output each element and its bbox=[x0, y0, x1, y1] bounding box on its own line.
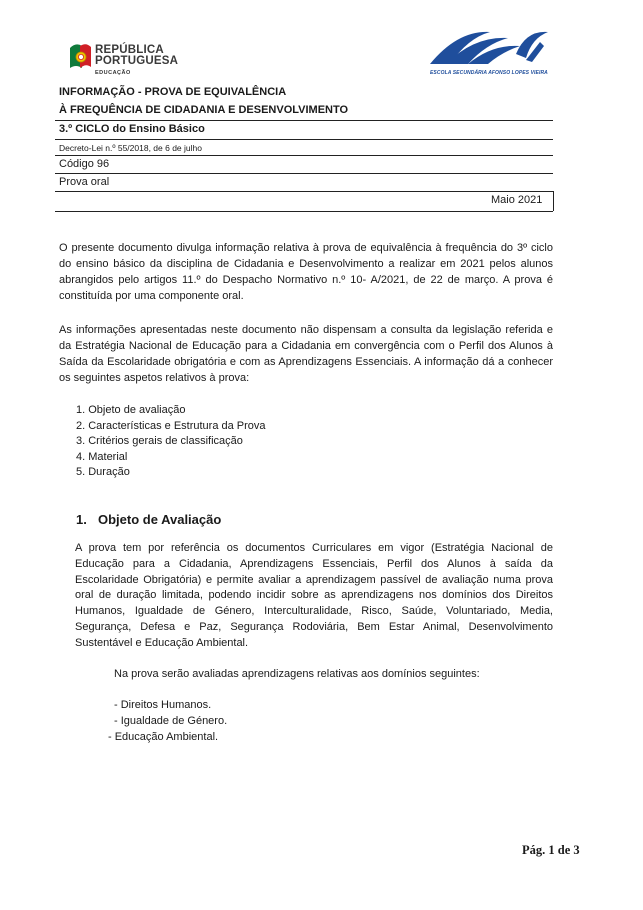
exam-type-label: Prova oral bbox=[59, 176, 110, 188]
gov-logo-line1: REPÚBLICA bbox=[95, 44, 164, 56]
date-label: Maio 2021 bbox=[491, 194, 543, 206]
divider bbox=[55, 191, 553, 192]
divider bbox=[55, 211, 553, 212]
gov-logo-line3: EDUCAÇÃO bbox=[95, 70, 131, 76]
page-number: Pág. 1 de 3 bbox=[522, 843, 580, 857]
divider bbox=[55, 139, 553, 140]
doc-title-line2: À FREQUÊNCIA DE CIDADANIA E DESENVOLVIMENTO bbox=[59, 104, 349, 116]
section-heading bbox=[76, 512, 221, 527]
code-label: Código 96 bbox=[59, 158, 110, 170]
table-right-border bbox=[553, 191, 554, 211]
intro-paragraph-2: As informações apresentadas neste documento não dispensam a consulta da legislação referida e da Estratégia Nacional de Educação para a Cidadania em convergência com o Perfil dos Alunos à Saída da Escolaridade obrigatória e com as Aprendizagens Essenciais. A informação dá a conhecer os seguintes aspetos relativos à prova: bbox=[59, 324, 553, 384]
list-item: 5. Duração bbox=[76, 466, 130, 478]
doc-title-line1: INFORMAÇÃO - PROVA DE EQUIVALÊNCIA bbox=[59, 86, 287, 98]
contents-list bbox=[76, 403, 266, 481]
list-item: 4. Material bbox=[76, 450, 128, 463]
school-logo-text: ESCOLA SECUNDÁRIA AFONSO LOPES VIEIRA bbox=[430, 70, 548, 76]
domains-intro: Na prova serão avaliadas aprendizagens relativas aos domínios seguintes: bbox=[114, 668, 480, 680]
decree-label: Decreto-Lei n.º 55/2018, de 6 de julho bbox=[59, 143, 202, 153]
section-title: Objeto de Avaliação bbox=[98, 512, 222, 527]
list-item: 3. Critérios gerais de classificação bbox=[76, 435, 243, 447]
domain-item: - Direitos Humanos. bbox=[114, 699, 212, 711]
school-waves-icon bbox=[428, 24, 552, 70]
domain-item: - Educação Ambiental. bbox=[108, 731, 219, 743]
list-item: 1. Objeto de avaliação bbox=[76, 404, 186, 416]
republica-portuguesa-logo bbox=[68, 40, 188, 80]
divider bbox=[55, 120, 553, 121]
portuguese-flag-icon bbox=[68, 42, 92, 70]
divider bbox=[55, 173, 553, 174]
gov-logo-line2: PORTUGUESA bbox=[95, 55, 179, 67]
intro-paragraph-1: O presente documento divulga informação relativa à prova de equivalência à frequência do 3º ciclo do ensino básico da disciplina de Cidadania e Desenvolvimento a realizar em 2021 pelos alunos abrangidos pelo artigos 11.º do Despacho Normativo n.º 10- A/2021, de 22 de março. A prova é constituída por uma componente oral. bbox=[59, 242, 553, 302]
section-number: 1. bbox=[76, 512, 87, 527]
cycle-label: 3.º CICLO do Ensino Básico bbox=[59, 123, 205, 135]
divider bbox=[55, 155, 553, 156]
domain-item: - Igualdade de Género. bbox=[114, 715, 228, 727]
school-logo bbox=[428, 24, 552, 80]
section-paragraph: A prova tem por referência os documentos Curriculares em vigor (Estratégia Nacional de Educação para a Cidadania, Aprendizagens Essenciais, Perfil dos Alunos à saída da Escolaridade Obrigatória) e permite avaliar a aprendizagem passível de avaliação numa prova oral de duração limitada, podendo incidir sobre as aprendizagens nos domínios dos Direitos Humanos, Igualdade de Género, Interculturalidade, Risco, Saúde, Voluntariado, Media, Segurança, Defesa e Paz, Segurança Rodoviária, Bem Estar Animal, Desenvolvimento Sustentável e Educação Ambiental. bbox=[75, 542, 553, 649]
list-item: 2. Características e Estrutura da Prova bbox=[76, 419, 266, 432]
